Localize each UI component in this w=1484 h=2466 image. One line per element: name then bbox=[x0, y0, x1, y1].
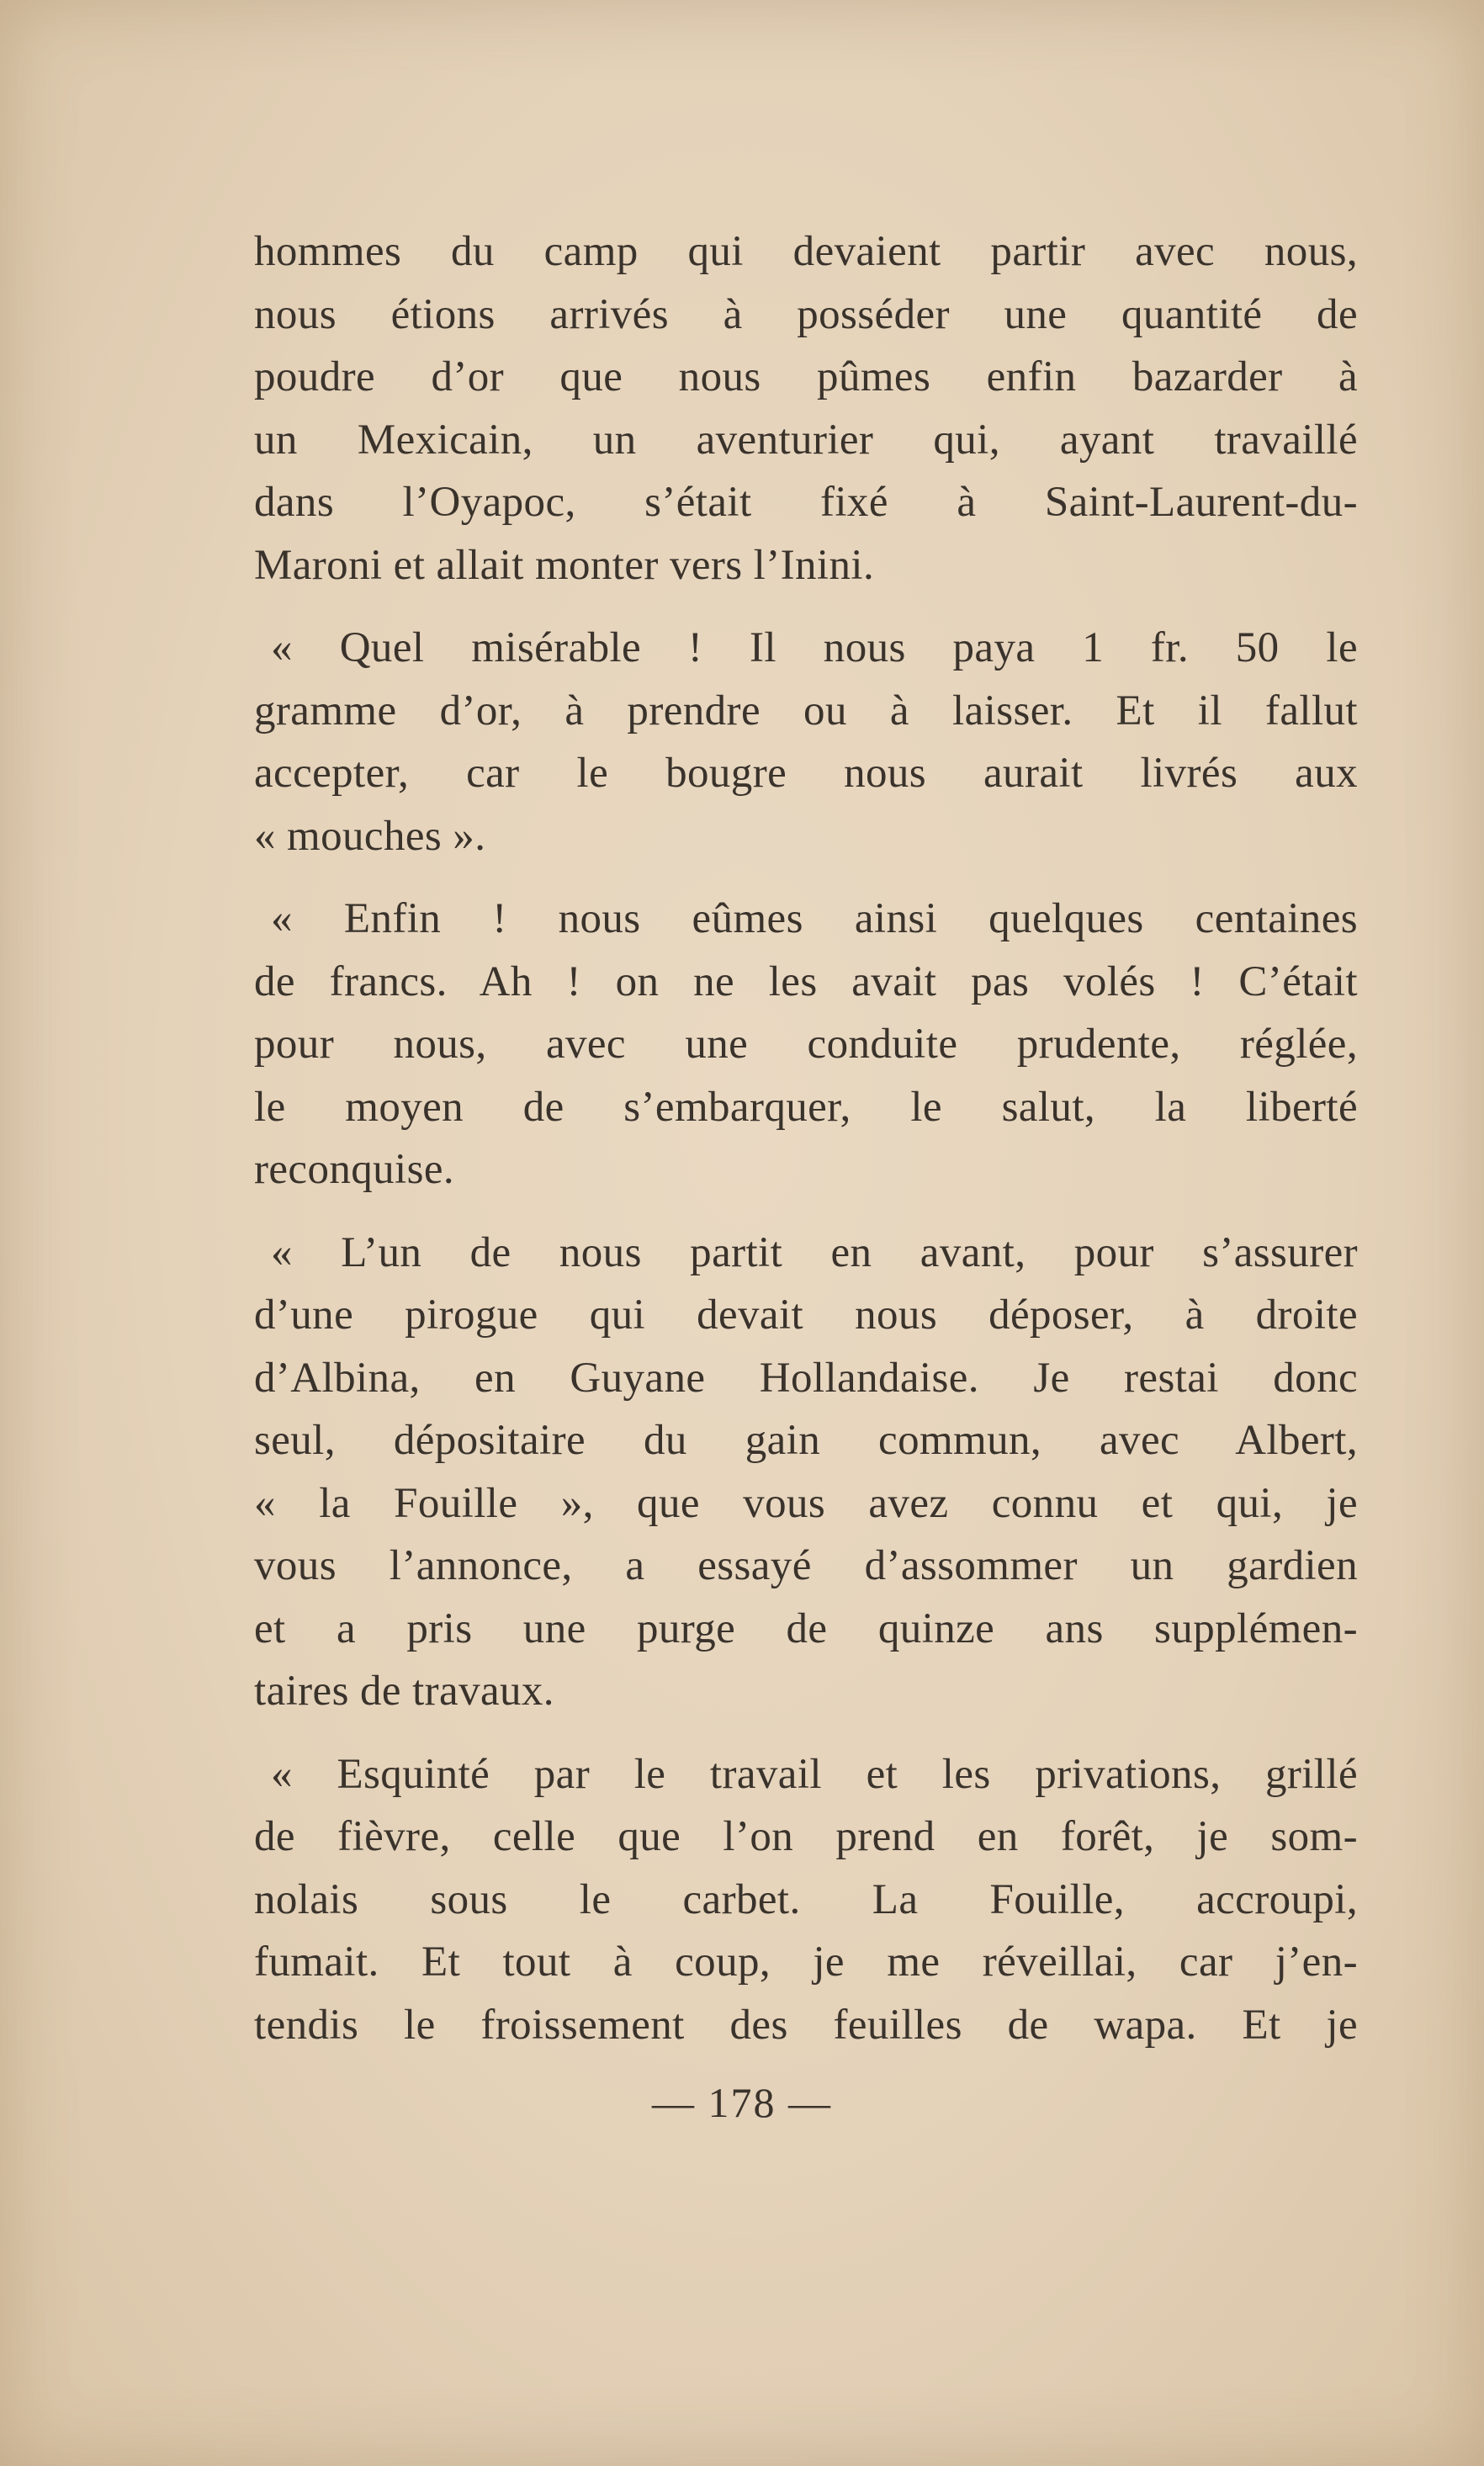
text-line: de francs. Ah ! on ne les avait pas volés ! C’était bbox=[254, 957, 1358, 1005]
text-line: Maroni et allait monter vers l’Inini. bbox=[254, 541, 875, 589]
text-line: poudre d’or que nous pûmes enfin bazarder à bbox=[254, 353, 1358, 400]
text-line: « Enfin ! nous eûmes ainsi quelques centaines bbox=[271, 895, 1358, 942]
paragraph-5 bbox=[254, 1743, 1358, 2057]
text-line: de fièvre, celle que l’on prend en forêt, je som- bbox=[254, 1813, 1358, 1860]
text-line: hommes du camp qui devaient partir avec nous, bbox=[254, 228, 1358, 275]
paragraph-4 bbox=[254, 1222, 1358, 1723]
text-line: nous étions arrivés à posséder une quantité de bbox=[254, 290, 1358, 338]
text-line: accepter, car le bougre nous aurait livrés aux bbox=[254, 750, 1358, 797]
paragraph-2 bbox=[254, 617, 1358, 867]
body-text bbox=[254, 220, 1358, 2076]
text-line: fumait. Et tout à coup, je me réveillai, car j’en- bbox=[254, 1938, 1358, 1986]
text-line: « mouches ». bbox=[254, 812, 486, 860]
page-number: — 178 — bbox=[652, 2079, 832, 2126]
text-line: tendis le froissement des feuilles de wapa. Et je bbox=[254, 2001, 1358, 2049]
text-line: un Mexicain, un aventurier qui, ayant travaillé bbox=[254, 416, 1358, 464]
text-line: « la Fouille », que vous avez connu et qui, je bbox=[254, 1479, 1358, 1527]
text-line: et a pris une purge de quinze ans supplémen- bbox=[254, 1604, 1358, 1652]
paragraph-3 bbox=[254, 888, 1358, 1201]
text-line: le moyen de s’embarquer, le salut, la liberté bbox=[254, 1083, 1358, 1131]
text-line: « Quel misérable ! Il nous paya 1 fr. 50 le bbox=[271, 624, 1358, 671]
text-line: seul, dépositaire du gain commun, avec Albert, bbox=[254, 1417, 1358, 1464]
text-line: taires de travaux. bbox=[254, 1668, 554, 1715]
text-line: reconquise. bbox=[254, 1146, 455, 1193]
text-line: d’une pirogue qui devait nous déposer, à droite bbox=[254, 1291, 1358, 1339]
text-line: gramme d’or, à prendre ou à laisser. Et il fallut bbox=[254, 687, 1358, 734]
text-line: vous l’annonce, a essayé d’assommer un gardien bbox=[254, 1542, 1358, 1589]
paragraph-1 bbox=[254, 220, 1358, 597]
text-line: « L’un de nous partit en avant, pour s’assurer bbox=[271, 1228, 1358, 1276]
text-line: pour nous, avec une conduite prudente, réglée, bbox=[254, 1021, 1358, 1068]
text-line: « Esquinté par le travail et les privations, grillé bbox=[271, 1750, 1358, 1798]
text-line: d’Albina, en Guyane Hollandaise. Je restai donc bbox=[254, 1354, 1358, 1402]
text-line: nolais sous le carbet. La Fouille, accroupi, bbox=[254, 1875, 1358, 1923]
text-line: dans l’Oyapoc, s’était fixé à Saint-Laurent-du- bbox=[254, 479, 1358, 526]
